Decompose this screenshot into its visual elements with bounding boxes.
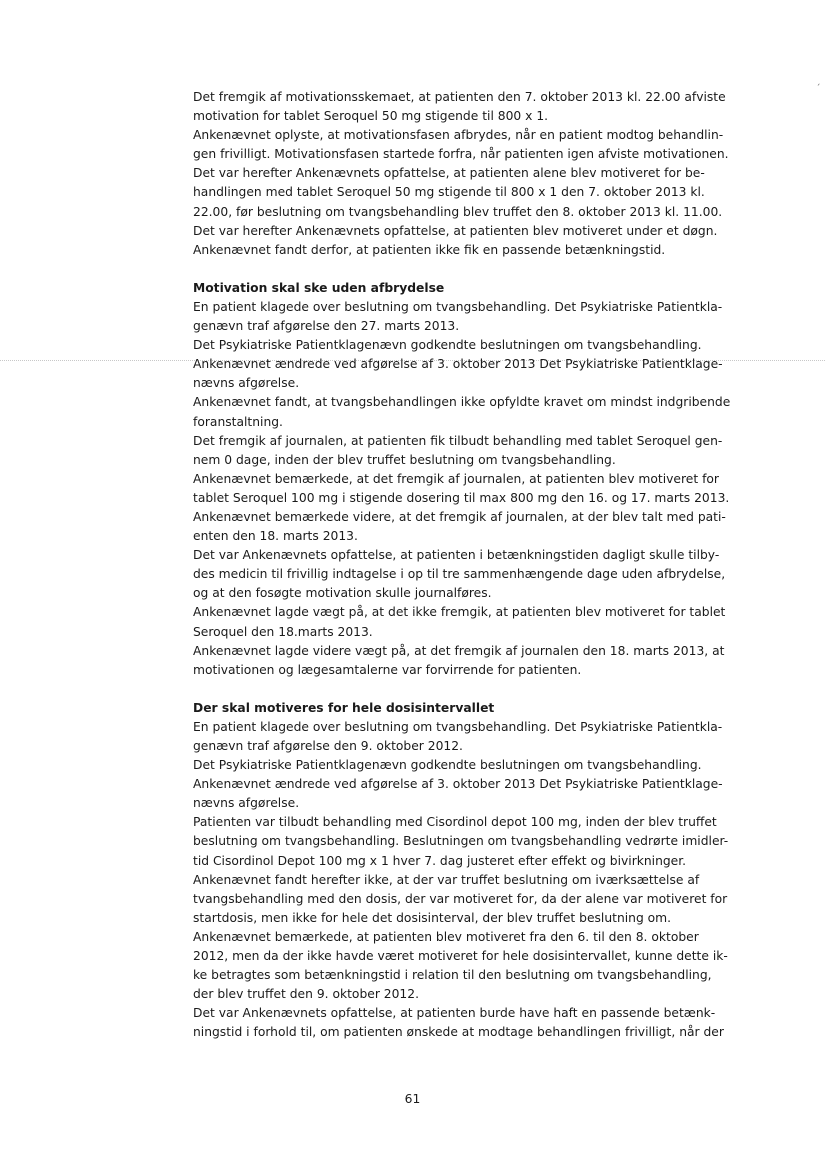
text-line: Ankenævnet ændrede ved afgørelse af 3. oktober 2013 Det Psykiatriske Patientklage- [193,777,723,792]
text-line: enten den 18. marts 2013. [193,529,358,544]
text-line: Ankenævnet lagde vægt på, at det ikke fremgik, at patienten blev motiveret for tablet [193,605,726,620]
text-line: En patient klagede over beslutning om tvangsbehandling. Det Psykiatriske Patientkla- [193,719,723,734]
text-line: handlingen med tablet Seroquel 50 mg stigende til 800 x 1 den 7. oktober 2013 kl. [193,185,705,200]
text-line: Ankenævnet lagde videre vægt på, at det fremgik af journalen den 18. marts 2013, at [193,643,725,658]
section-gap [193,680,753,699]
text-line: Ankenævnet bemærkede, at patienten blev motiveret fra den 6. til den 8. oktober [193,929,699,944]
section-heading: Der skal motiveres for hele dosisintervallet [193,700,495,715]
page-number: 61 [404,1092,421,1106]
text-line: Ankenævnet oplyste, at motivationsfasen afbrydes, når en patient modtog behandlin- [193,128,724,143]
text-line: Ankenævnet fandt derfor, at patienten ikke fik en passende betænkningstid. [193,242,666,257]
text-line: tvangsbehandling med den dosis, der var motiveret for, da der alene var motiveret for [193,891,728,906]
text-line: der blev truffet den 9. oktober 2012. [193,987,419,1002]
text-line: nem 0 dage, inden der blev truffet beslutning om tvangsbehandling. [193,452,616,467]
text-line: Ankenævnet fandt herefter ikke, at der var truffet beslutning om iværksættelse af [193,872,700,887]
margin-mark: ´ [816,84,821,94]
text-line: ke betragtes som betænkningstid i relation til den beslutning om tvangsbehandling, [193,968,712,983]
text-line: tablet Seroquel 100 mg i stigende dosering til max 800 mg den 16. og 17. marts 2013. [193,490,730,505]
text-line: startdosis, men ikke for hele det dosisinterval, der blev truffet beslutning om. [193,910,672,925]
text-line: Det var Ankenævnets opfattelse, at patienten i betænkningstiden dagligt skulle tilby- [193,548,720,563]
text-line: nævns afgørelse. [193,376,300,391]
text-line: motivationen og lægesamtalerne var forvirrende for patienten. [193,662,582,677]
text-line: Ankenævnet bemærkede videre, at det fremgik af journalen, at der blev talt med pati- [193,509,726,524]
text-line: foranstaltning. [193,414,283,429]
text-line: des medicin til frivillig indtagelse i op til tre sammenhængende dage uden afbrydelse, [193,567,726,582]
text-line: genævn traf afgørelse den 9. oktober 2012. [193,739,463,753]
text-line: Det fremgik af journalen, at patienten fik tilbudt behandling med tablet Seroquel gen- [193,433,723,448]
text-line: ningstid i forhold til, om patienten ønskede at modtage behandlingen frivilligt, når der [193,1025,724,1040]
text-line: Ankenævnet bemærkede, at det fremgik af journalen, at patienten blev motiveret for [193,471,719,486]
text-line: tid Cisordinol Depot 100 mg x 1 hver 7. dag justeret efter effekt og bivirkninger. [193,853,687,868]
section-heading: Motivation skal ske uden afbrydelse [193,280,445,295]
text-line: En patient klagede over beslutning om tvangsbehandling. Det Psykiatriske Patientkla- [193,299,723,314]
text-line: Seroquel den 18.marts 2013. [193,624,373,639]
intro-paragraph [193,88,753,260]
text-line: beslutning om tvangsbehandling. Beslutningen om tvangsbehandling vedrørte imidler- [193,834,729,849]
text-line: 22.00, før beslutning om tvangsbehandling blev truffet den 8. oktober 2013 kl. 11.00. [193,204,723,219]
text-line: Patienten var tilbudt behandling med Cisordinol depot 100 mg, inden der blev truffet [193,815,717,830]
text-line: Det Psykiatriske Patientklagenævn godkendte beslutningen om tvangsbehandling. [193,758,702,773]
text-line: Ankenævnet ændrede ved afgørelse af 3. oktober 2013 Det Psykiatriske Patientklage- [193,357,723,372]
text-line: gen frivilligt. Motivationsfasen startede forfra, når patienten igen afviste motivationen. [193,147,729,162]
text-line: Det var herefter Ankenævnets opfattelse, at patienten blev motiveret under et døgn. [193,223,718,238]
section-motivation-uden-afbrydelse [193,279,753,680]
text-line: motivation for tablet Seroquel 50 mg stigende til 800 x 1. [193,109,549,124]
text-line: genævn traf afgørelse den 27. marts 2013. [193,319,460,334]
text-line: nævns afgørelse. [193,796,300,811]
text-line: Ankenævnet fandt, at tvangsbehandlingen ikke opfyldte kravet om mindst indgribende [193,395,731,410]
text-line: Det Psykiatriske Patientklagenævn godkendte beslutningen om tvangsbehandling. [193,338,702,353]
text-line: Det fremgik af motivationsskemaet, at patienten den 7. oktober 2013 kl. 22.00 afviste [193,90,726,104]
section-gap [193,260,753,279]
text-line: Det var herefter Ankenævnets opfattelse, at patienten alene blev motiveret for be- [193,166,705,181]
page-body [193,88,753,1043]
text-line: og at den fosøgte motivation skulle journalføres. [193,586,492,601]
section-hele-dosisintervallet [193,699,753,1043]
text-line: 2012, men da der ikke havde været motiveret for hele dosisintervallet, kunne dette ik- [193,949,728,964]
text-line: Det var Ankenævnets opfattelse, at patienten burde have haft en passende betænk- [193,1006,716,1021]
